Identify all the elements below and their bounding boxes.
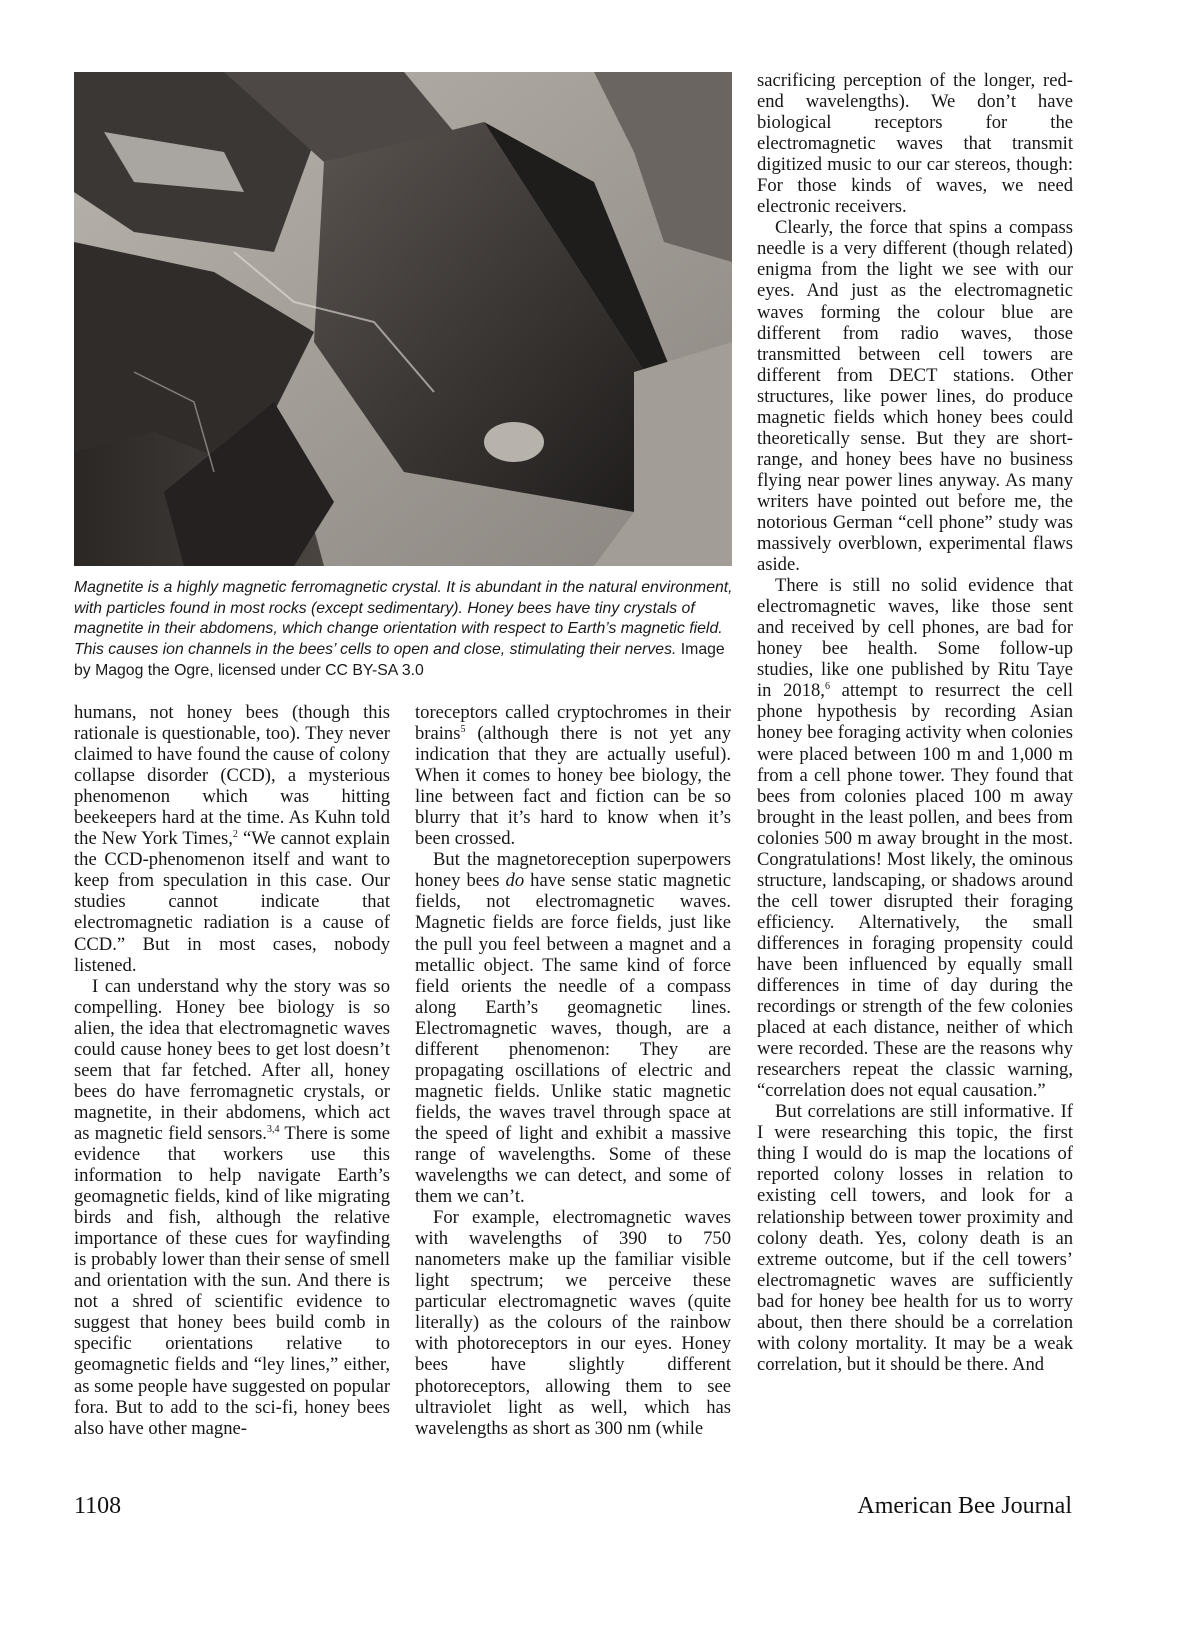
caption-description: Magnetite is a highly magnetic ferromagnetic crystal. It is abundant in the natural environment, with particles found in most rocks (except sedimentary). Honey bees have tiny crystals of magnetite in their abdomens, which change orientation with respect to Earth’s magnetic field. This causes ion channels in the bees’ cells to open and close, stimulating their nerves. (74, 579, 733, 659)
paragraph (757, 575, 1073, 1101)
text-run: Clearly, the force that spins a compass needle is a very different (though related) enigma from the light we see with our eyes. And just as the electromagnetic waves forming the colour blue are different from radio waves, those transmitted between cell towers are different from DECT stations. Other structures, like power lines, do produce magnetic fields which honey bees could theoretically sense. But they are short-range, and honey bees have no business flying near power lines anyway. As many writers have pointed out before me, the notorious German “cell phone” study was massively overblown, experimental flaws aside. (757, 217, 1073, 576)
text-column-3 (757, 70, 1073, 1375)
page-number: 1108 (74, 1493, 122, 1519)
text-run: humans, not honey bees (though this rationale is questionable, too). They never claimed to have found the cause of colony collapse disorder (CCD), a mysterious phenomenon which was hitting beekeepers hard at the time. As Kuhn told the New York Times, (74, 702, 390, 850)
text-run: have sense static magnetic fields, not electromagnetic waves. Magnetic fields are force fields, just like the pull you feel between a magnet and a metallic object. The same kind of force field orients the needle of a compass along Earth’s geomagnetic lines. Electromagnetic waves, though, are a different phenomenon: They are propagating oscillations of electric and magnetic fields. Unlike static magnetic fields, the waves travel through space at the speed of light and exhibit a massive range of wavelengths. Some of these wavelengths we can detect, and some of them we can’t. (415, 870, 731, 1208)
paragraph (415, 1207, 731, 1439)
text-run: There is some evidence that workers use this information to help navigate Earth’s geomagnetic fields, kind of like migrating birds and fish, although the relative importance of these cues for wayfinding is probably lower than their sense of smell and orientation with the sun. And there is not a shred of scientific evidence to suggest that honey bees build comb in specific orientations relative to geomagnetic fields and “ley lines,” either, as some people have suggested on popular fora. But to add to the sci-fi, honey bees also have other magne- (74, 1122, 391, 1439)
text-column-2 (415, 702, 731, 1439)
text-run: “We cannot explain the CCD-phenomenon itself and want to keep from speculation in this case. Our studies cannot indicate that electromagnetic radiation is a cause of CCD.” But in most cases, nobody listened. (74, 828, 390, 976)
text-run: I can understand why the story was so compelling. Honey bee biology is so alien, the idea that electromagnetic waves could cause honey bees to get lost doesn’t seem that far fetched. After all, honey bees do have ferromagnetic crystals, or magnetite, in their abdomens, which act as magnetic field sensors. (74, 975, 390, 1144)
text-column-1 (74, 702, 390, 1439)
paragraph (415, 849, 731, 1207)
footnote-ref: 5 (460, 723, 466, 735)
emphasis: do (505, 870, 525, 892)
text-run: But correlations are still informative. If I were researching this topic, the first thing I would do is map the locations of reported colony losses in relation to existing cell towers, and look for a relationship between tower proximity and colony death. Yes, colony death is an extreme outcome, but if the cell towers’ electromagnetic waves are sufficiently bad for honey bee health for us to worry about, then there should be a correlation with colony mortality. It may be a weak correlation, but it should be there. And (757, 1101, 1073, 1375)
paragraph (415, 702, 731, 849)
figure-caption (74, 578, 736, 682)
caption-credit: Image by Magog the Ogre, licensed under CC BY-SA 3.0 (74, 641, 725, 679)
text-run: sacrificing perception of the longer, red-end wavelengths). We don’t have biological receptors for the electromagnetic waves that transmit digitized music to our car stereos, though: For those kinds of waves, we need electronic receivers. (757, 70, 1073, 218)
journal-name: American Bee Journal (857, 1493, 1072, 1519)
paragraph (757, 70, 1073, 217)
text-run: For example, electromagnetic waves with wavelengths of 390 to 750 nanometers make up the familiar visible light spectrum; we perceive these particular electromagnetic waves (quite literally) as the colours of the rainbow with photoreceptors in our eyes. Honey bees have slightly different photoreceptors, allowing them to see ultraviolet light as well, which has wavelengths as short as 300 nm (while (415, 1207, 731, 1439)
paragraph (757, 1101, 1073, 1375)
footnote-ref: 2 (232, 829, 238, 841)
text-run: But the magnetoreception superpowers honey bees (415, 849, 731, 892)
magnetite-photo (74, 72, 732, 566)
footnote-ref: 3,4 (266, 1123, 280, 1135)
paragraph (757, 217, 1073, 575)
magnetite-crystal-image (74, 72, 732, 566)
text-run: There is still no solid evidence that electromagnetic waves, like those sent and received by cell phones, are bad for honey bee health. Some follow-up studies, like one published by Ritu Taye in 2018, (757, 575, 1073, 702)
text-run: (although there is not yet any indication that they are actually useful). When it comes to honey bee biology, the line between fact and fiction can be so blurry that it’s hard to know when it’s been crossed. (415, 723, 731, 850)
footnote-ref: 6 (824, 681, 830, 693)
text-run: attempt to resurrect the cell phone hypothesis by recording Asian honey bee foraging activity when colonies were placed between 100 m and 1,000 m from a cell phone tower. They found that bees from colonies placed 100 m away brought in the least pollen, and bees from colonies 500 m away brought in the most. Congratulations! Most likely, the ominous structure, landscaping, or shadows around the cell tower disrupted their foraging efficiency. Alternatively, the small differences in foraging propensity could have been influenced by equally small differences in time of day during the recordings or strength of the few colonies placed at each distance, neither of which were recorded. These are the reasons why researchers repeat the classic warning, “correlation does not equal causation.” (757, 680, 1073, 1102)
paragraph (74, 702, 390, 976)
text-run: toreceptors called cryptochromes in their brains (415, 702, 731, 745)
paragraph (74, 976, 390, 1439)
